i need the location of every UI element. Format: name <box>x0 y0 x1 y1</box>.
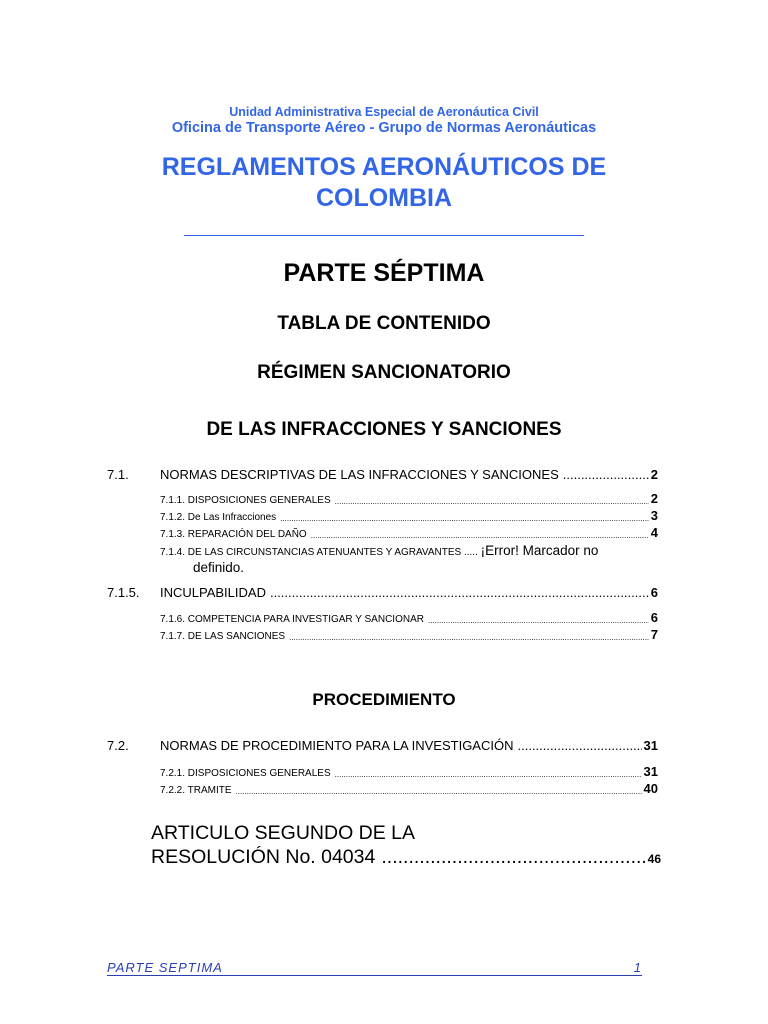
toc-entry-7-1-3[interactable] <box>160 525 658 540</box>
toc-number: 7.1. <box>107 467 129 482</box>
page-footer <box>107 960 642 976</box>
toc-entry-articulo-segundo[interactable] <box>151 821 661 871</box>
toc-text: 7.1.1. DISPOSICIONES GENERALES <box>160 495 331 506</box>
toc-entry-7-2[interactable] <box>107 738 658 753</box>
toc-entry-7-1-7[interactable] <box>160 627 658 642</box>
toc-entry-7-2-2[interactable] <box>160 781 658 796</box>
title-divider <box>184 235 584 236</box>
toc-leader <box>335 770 642 779</box>
toc-text: 7.2.2. TRAMITE <box>160 785 232 796</box>
section-heading-procedimiento: PROCEDIMIENTO <box>312 690 456 709</box>
toc-heading: TABLA DE CONTENIDO <box>277 313 491 334</box>
toc-number: 7.1.5. <box>107 585 140 600</box>
toc-page: 31 <box>643 764 658 779</box>
toc-number: 7.2. <box>107 738 129 753</box>
toc-page: 7 <box>650 627 658 642</box>
toc-text: 7.2.1. DISPOSICIONES GENERALES <box>160 768 331 779</box>
article-title-line1: ARTICULO SEGUNDO DE LA <box>151 822 416 844</box>
toc-leader <box>311 531 649 540</box>
regime-heading: RÉGIMEN SANCIONATORIO <box>257 362 511 383</box>
document-title-line2: COLOMBIA <box>315 184 453 212</box>
footer-label: PARTE SEPTIMA <box>107 960 223 975</box>
toc-leader <box>270 585 649 600</box>
toc-leader <box>517 738 641 753</box>
toc-text: NORMAS DE PROCEDIMIENTO PARA LA INVESTIGACIÓN <box>160 738 514 753</box>
org-name-line1: Unidad Administrativa Especial de Aeronáutica Civil <box>229 105 539 119</box>
document-title <box>0 152 768 214</box>
toc-leader <box>335 497 649 506</box>
toc-page: 4 <box>650 525 658 540</box>
toc-page: 3 <box>650 508 658 523</box>
document-title-line1: REGLAMENTOS AERONÁUTICOS DE <box>161 153 607 181</box>
toc-error-text-continued: definido. <box>193 560 245 575</box>
toc-entry-7-1-1[interactable] <box>160 491 658 506</box>
toc-error-text: ¡Error! Marcador no <box>480 543 599 558</box>
toc-entry-7-2-1[interactable] <box>160 764 658 779</box>
toc-text: 7.1.7. DE LAS SANCIONES <box>160 631 286 642</box>
section-heading-infracciones: DE LAS INFRACCIONES Y SANCIONES <box>206 419 562 440</box>
toc-text: 7.1.3. REPARACIÓN DEL DAÑO <box>160 529 307 540</box>
toc-page: 46 <box>647 852 661 866</box>
toc-leader <box>280 514 649 523</box>
toc-page: 40 <box>643 781 658 796</box>
toc-page: 6 <box>650 585 658 600</box>
part-title: PARTE SÉPTIMA <box>283 259 485 287</box>
toc-leader <box>236 787 642 796</box>
toc-text: 7.1.4. DE LAS CIRCUNSTANCIAS ATENUANTES Y AGRAVANTES ..... <box>160 547 478 558</box>
toc-text: NORMAS DESCRIPTIVAS DE LAS INFRACCIONES Y SANCIONES <box>160 467 559 482</box>
article-title-line2: RESOLUCIÓN No. 04034 <box>151 846 376 868</box>
org-name-line2: Oficina de Transporte Aéreo - Grupo de Normas Aeronáuticas <box>171 120 597 136</box>
toc-text: INCULPABILIDAD <box>160 585 266 600</box>
toc-leader <box>381 845 645 869</box>
toc-entry-7-1-2[interactable] <box>160 508 658 523</box>
toc-text: 7.1.6. COMPETENCIA PARA INVESTIGAR Y SANCIONAR <box>160 614 424 625</box>
toc-leader <box>428 616 649 625</box>
toc-entry-7-1[interactable] <box>107 467 658 482</box>
toc-entry-7-1-6[interactable] <box>160 610 658 625</box>
toc-leader <box>289 633 649 642</box>
toc-text: 7.1.2. De Las Infracciones <box>160 512 277 523</box>
toc-page: 31 <box>643 738 658 753</box>
toc-page: 2 <box>650 467 658 482</box>
article-title-row2 <box>151 845 661 871</box>
toc-leader <box>563 467 649 482</box>
toc-entry-7-1-4[interactable] <box>160 543 598 558</box>
footer-page-number: 1 <box>633 960 642 975</box>
toc-page: 6 <box>650 610 658 625</box>
toc-entry-7-1-5[interactable] <box>107 585 658 600</box>
toc-page: 2 <box>650 491 658 506</box>
